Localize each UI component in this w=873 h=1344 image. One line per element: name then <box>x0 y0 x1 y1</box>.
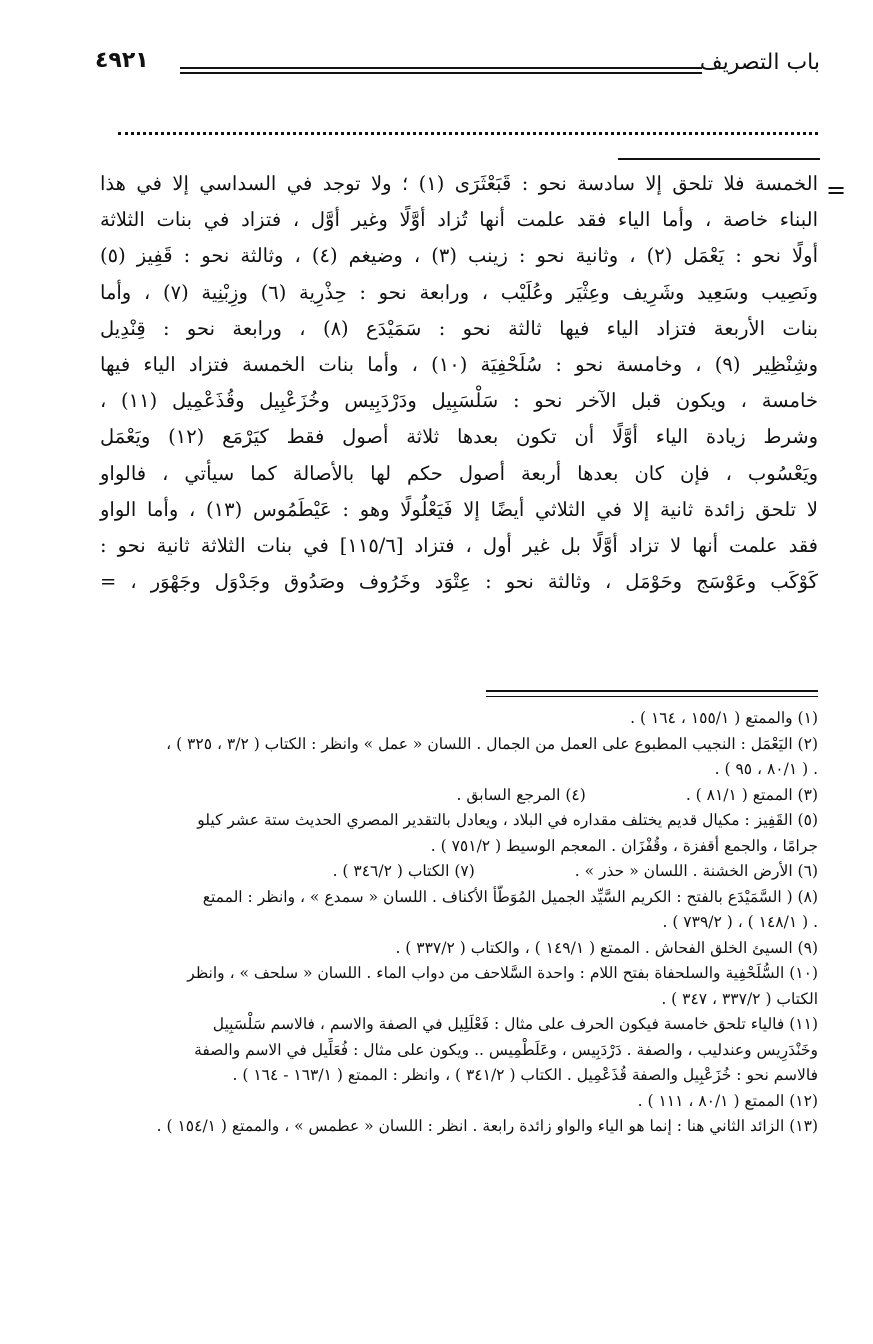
footnote-line: (١٠) السُّلَحْفِية والسلحفاة بفتح اللام : واحدة السَّلاحف من دواب الماء . اللسان « سلحف » ، وانظر <box>187 964 818 982</box>
page-number: ٤٩٢١ <box>95 48 149 73</box>
body-line: وشِنْظِير (٩) ، وخامسة نحو : سُلَحْفِيَة (١٠) ، وأما بنات الخمسة فتزاد الياء فيها <box>100 353 818 377</box>
footnote-line: (٥) القَفِيز : مكيال قديم يختلف مقداره في البلاد ، ويعادل بالتقدير المصري الحديث ستة عشر كيلو <box>197 811 818 829</box>
body-line: البناء خاصة ، وأما الياء فقد علمت أنها تُزاد أوَّلًا وغير أوَّل ، فتزاد في بنات الثلاثة <box>100 208 818 232</box>
chapter-title: باب التصريف <box>699 50 820 75</box>
body-line: بنات الأربعة فتزاد الياء فيها ثالثة نحو : سَمَيْدَع (٨) ، ورابعة نحو : قِنْدِيل <box>100 316 819 340</box>
footnote-line: جرامًا ، والجمع أقفزة ، وقُفْزَان . المعجم الوسيط ( ٧٥١/٢ ) . <box>430 836 818 855</box>
body-line: ويَعْسُوب ، فإن كان بعدها أربعة أصول حكم لها بالأصالة كما سيأتي ، فالواو <box>100 461 818 485</box>
footnote-line: (١) والممتع ( ١٥٥/١ ، ١٦٤ ) . <box>630 709 818 727</box>
body-line: أولًا نحو : يَعْمَل (٢) ، وثانية نحو : زينب (٣) ، وضيغم (٤) ، وثالثة نحو : قَفِيز (٥) <box>100 244 818 268</box>
footnote-line: (١٢) الممتع ( ٨٠/١ ، ١١١ ) . <box>637 1091 818 1110</box>
footnote-line: (١٣) الزائد الثاني هنا : إنما هو الياء والواو زائدة رابعة . انظر : اللسان « عطمس » ، والممتع ( ١٥٤/١ ) . <box>156 1117 818 1135</box>
footnote-line: . ( ٨٠/١ ، ٩٥ ) . <box>714 760 818 778</box>
body-line: لا تلحق زائدة ثانية إلا في الثلاثي أيضًا إلا فَيَعْلُولًا وهو : عَيْطَمُوس (١٣) ، وأما الواو <box>100 497 818 521</box>
main-text <box>100 166 818 600</box>
footnotes <box>100 706 818 1140</box>
footnote-line: فالاسم نحو : خُزَعْبِيل والصفة قُذَعْمِيل . الكتاب ( ٣٤١/٢ ) ، وانظر : الممتع ( ١٦٣/١ - ١٦٤ ) . <box>232 1066 818 1084</box>
body-line: فقد علمت أنها لا تزاد أوَّلًا بل غير أول ، فتزاد [١١٥/٦] في بنات الثلاثة ثانية نحو : <box>100 534 818 558</box>
header-double-rule <box>180 67 702 74</box>
dotted-separator <box>118 120 818 135</box>
footnote-line: (٩) السيئ الخلق الفحاش . الممتع ( ١٤٩/١ ) ، والكتاب ( ٣٣٧/٢ ) . <box>395 938 818 957</box>
footnote-line: (٨) ( السَّمَيْدَع بالفتح : الكريم السَّيِّد الجميل المُوَطَّأ الأكناف . اللسان « سمدع » ، وانظر : الممتع <box>202 887 818 906</box>
footnote-separator <box>486 690 818 697</box>
continuation-rule <box>618 158 820 160</box>
body-line: الخمسة فلا تلحق إلا سادسة نحو : قَبَعْثَرَى (١) ؛ ولا توجد في السداسي إلا في هذا <box>100 172 818 195</box>
body-line: وشرط زيادة الياء أوَّلًا أن تكون بعدها ثلاثة أصول فقط كيَرْمَع (١٢) ويَعْمَل <box>100 425 818 449</box>
continuation-mark: = <box>826 176 847 204</box>
footnote-line: (١١) فالياء تلحق خامسة فيكون الحرف على مثال : فَعْلَلِيل في الصفة والاسم ، فالاسم سَلْسَبِيل <box>212 1015 818 1033</box>
body-line: كَوْكَب وعَوْسَج وحَوْمَل ، وثالثة نحو : عِتْوَد وخَرُوف وصَدُوق وجَدْوَل وجَهْوَر ، = <box>100 570 818 594</box>
footnote-pair <box>100 783 818 809</box>
footnote-line: وخَنْدَرِيس وعندليب ، والصفة . دَرْدَبِيس ، وعَلَطْمِيس .. ويكون على مثال : فُعَلِّيل في الاسم والصفة <box>194 1040 818 1059</box>
footnote-pair <box>100 859 818 885</box>
footnote-line: . ( ١٤٨/١ ) ، ( ٧٣٩/٢ ) . <box>662 913 818 931</box>
body-line: خامسة ، ويكون قبل الآخر نحو : سَلْسَبِيل ودَرْدَبِيس وخُزَعْبِيل وقُذَعْمِيل (١١) ، <box>100 389 818 413</box>
footnote-line: (٢) اليَعْمَل : النجيب المطبوع على العمل من الجمال . اللسان « عمل » وانظر : الكتاب ( ٣/٢ ، ٣٢٥ ) ، <box>166 734 818 753</box>
footnote-line: الكتاب ( ٣٣٧/٢ ، ٣٤٧ ) . <box>661 989 818 1008</box>
page-header <box>95 48 820 88</box>
footnote-4: (٤) المرجع السابق . <box>456 785 586 804</box>
footnote-7: (٧) الكتاب ( ٣٤٦/٢ ) . <box>332 862 475 880</box>
footnote-3: (٣) الممتع ( ٨١/١ ) . <box>685 785 818 804</box>
footnote-6: (٦) الأرض الخشنة . اللسان « حذر » . <box>574 862 818 880</box>
body-line: ونَصِيب وسَعِيد وشَرِيف وعِثْيَر وعُلَيْب ، ورابعة نحو : حِذْرِية (٦) وزِبْنِية (٧) ، وأما <box>100 280 818 304</box>
